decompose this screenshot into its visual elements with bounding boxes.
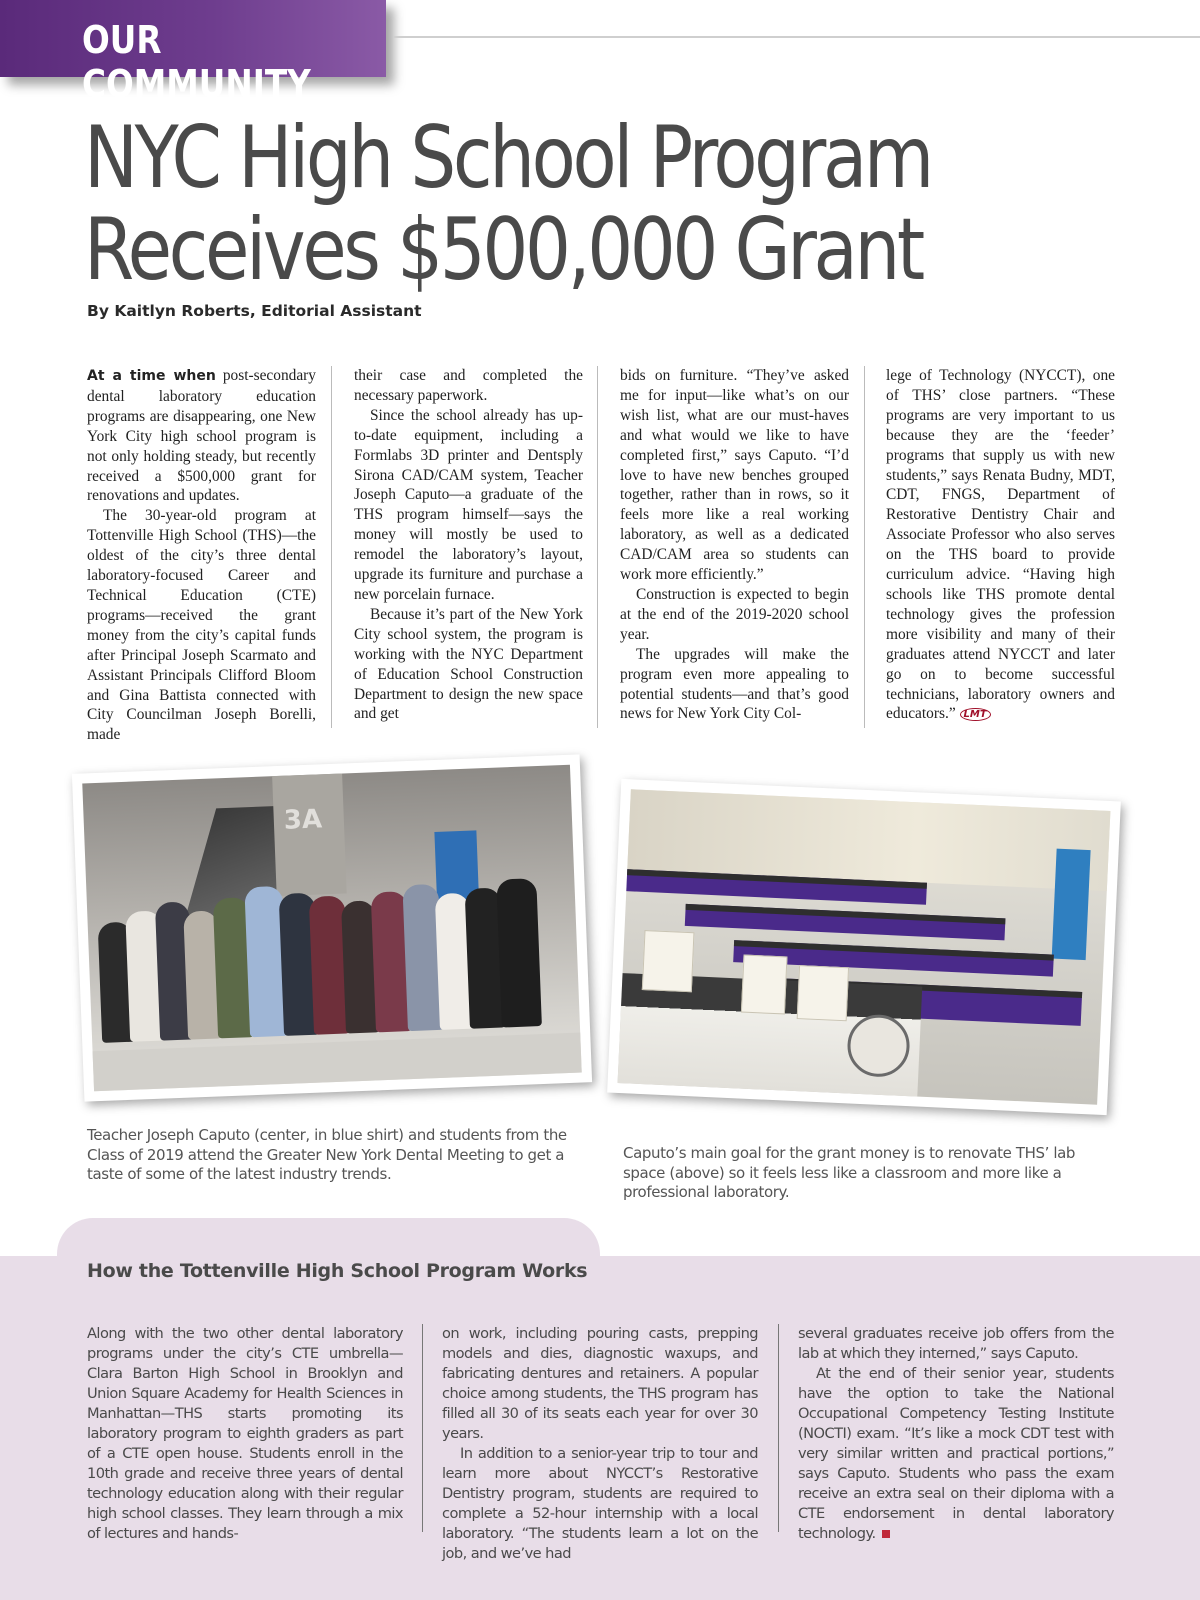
student-group	[96, 865, 572, 1043]
paragraph-text: post-secondary dental laboratory education programs are disappearing, one New York City high school program is not only holding steady, but recently received a $500,000 grant for renovations and updates.	[87, 367, 316, 505]
photo-students-dental-meeting	[72, 754, 592, 1101]
paragraph-text: lege of Technology (NYCCT), one of THS’ close partners. “These programs are very important to us because they are the ‘feeder’ programs that supply us with new students,” says Renata Budny, MDT, CDT, FNGS, Department of Restorative Dentistry Chair and Associate Professor who also serves on the THS board to provide curriculum advice. “Having high schools like THS promote dental technology gives the profession more visibility and many of their graduates attend NYCCT and later go on to become successful technicians, laboratory owners and educators.”	[886, 367, 1115, 723]
article-body	[0, 366, 1200, 744]
article-column-1	[87, 366, 316, 744]
photo-dental-lab	[607, 779, 1121, 1115]
headline-line-2: Receives $500,000 Grant	[84, 200, 922, 300]
person	[496, 878, 542, 1027]
posted-paper	[741, 955, 788, 1015]
sidebar-column-3	[798, 1324, 1114, 1542]
section-banner	[0, 0, 386, 106]
lab-door	[1052, 849, 1091, 960]
hall-sign: 3A	[283, 804, 323, 836]
article-paragraph: Because it’s part of the New York City school system, the program is working with the NYC Department of Education School Construction Department to design the new space and get	[354, 605, 583, 723]
headline	[84, 108, 931, 300]
column-divider	[331, 366, 332, 728]
top-rule	[393, 36, 1200, 38]
sidebar-paragraph: on work, including pouring casts, prepping models and dies, diagnostic waxups, and fabricating dentures and retainers. A popular choice among students, the THS program has filled all 30 of its seats each year for over 30 years.	[442, 1325, 758, 1442]
article-paragraph	[87, 366, 316, 506]
sidebar-column-divider	[778, 1324, 779, 1532]
paragraph-text: At the end of their senior year, students have the option to take the National Occupational Competency Testing Institute (NOCTI) exam. “It’s like a mock CDT test with very similar written and practical portions,” says Caputo. Students who pass the exam receive an extra seal on their diploma with a CTE endorsement in dental laboratory technology.	[798, 1365, 1114, 1542]
posted-paper	[642, 930, 695, 992]
column-divider	[864, 366, 865, 728]
sidebar-column-1	[87, 1324, 403, 1542]
headline-line-1: NYC High School Program	[84, 108, 931, 208]
sidebar-column-2	[442, 1324, 758, 1562]
photo-caption-2: Caputo’s main goal for the grant money is to renovate THS’ lab space (above) so it feels less like a classroom and more like a professional laboratory.	[623, 1144, 1076, 1201]
sidebar-column-divider	[422, 1324, 423, 1532]
article-paragraph: Construction is expected to begin at the end of the 2019-2020 school year.	[620, 585, 849, 643]
section-label: OUR COMMUNITY	[82, 18, 311, 106]
sidebar-paragraph	[798, 1364, 1114, 1544]
article-column-3	[620, 366, 849, 728]
lead-in: At a time when	[87, 368, 216, 384]
byline: By Kaitlyn Roberts, Editorial Assistant	[87, 302, 422, 320]
posted-paper	[797, 965, 849, 1021]
sidebar-title: How the Tottenville High School Program Works	[87, 1260, 588, 1282]
article-column-2	[354, 366, 583, 728]
photo-caption-1: Teacher Joseph Caputo (center, in blue shirt) and students from the Class of 2019 attend the Greater New York Dental Meeting to get a taste of some of the latest industry trends.	[87, 1126, 567, 1183]
article-paragraph: The upgrades will make the program even more appealing to potential students—and that’s good news for New York City Col-	[620, 645, 849, 723]
article-paragraph: their case and completed the necessary paperwork.	[354, 367, 583, 404]
sidebar-paragraph: several graduates receive job offers from the lab at which they interned,” says Caputo.	[798, 1325, 1114, 1362]
sidebar-paragraph: Along with the two other dental laboratory programs under the city’s CTE umbrella—Clara Barton High School in Brooklyn and Union Square Academy for Health Sciences in Manhattan—THS starts promoting its laboratory program to eighth graders as part of a CTE open house. Students enroll in the 10th grade and receive three years of dental technology education along with their regular high school classes. They learn through a mix of lectures and hands-	[87, 1325, 403, 1542]
lmt-logo-icon: LMT	[960, 708, 991, 721]
sidebar-paragraph: In addition to a senior-year trip to tour and learn more about NYCCT’s Restorative Dentistry program, students are required to complete a 52-hour internship with a local laboratory. “The students learn a lot on the job, and we’ve had	[442, 1445, 758, 1562]
article-paragraph	[886, 366, 1115, 724]
end-mark-icon	[882, 1530, 890, 1538]
column-divider	[597, 366, 598, 728]
article-paragraph: Since the school already has up-to-date equipment, including a Formlabs 3D printer and Dentsply Sirona CAD/CAM system, Teacher Joseph Caputo—a graduate of the THS program himself—says the money will mostly be used to remodel the laboratory’s layout, upgrade its furniture and purchase a new porcelain furnace.	[354, 406, 583, 603]
article-paragraph: bids on furniture. “They’ve asked me for input—like what’s on our wish list, what are our must-haves and what would we like to have completed first,” says Caputo. “I’d love to have new benches grouped together, rather than in rows, so it feels more like a real working laboratory, as well as a dedicated CAD/CAM area so students can work more efficiently.”	[620, 367, 849, 584]
article-column-4	[886, 366, 1115, 728]
article-paragraph: The 30-year-old program at Tottenville High School (THS)—the oldest of the city’s three dental laboratory-focused Career and Technical Education (CTE) programs—received the grant money from the city’s capital funds after Principal Joseph Scarmato and Assistant Principals Clifford Bloom and Gina Battista connected with City Councilman Joseph Borelli, made	[87, 507, 316, 744]
